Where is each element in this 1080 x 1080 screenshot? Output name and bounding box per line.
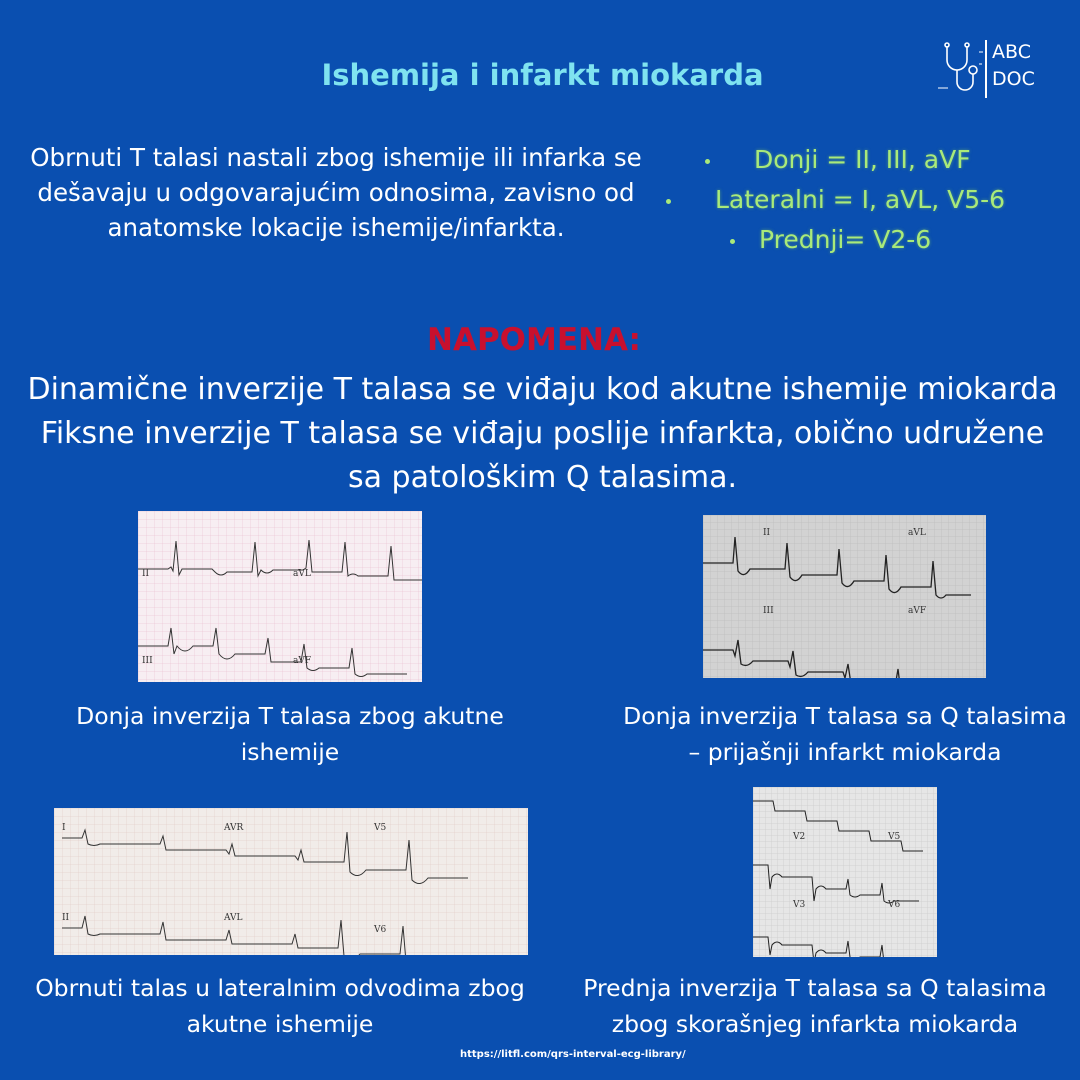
page-title: Ishemija i infarkt miokarda bbox=[321, 58, 764, 92]
ecg-caption-inferior-old-mi: Donja inverzija T talasa sa Q talasima – prijašnji infarkt miokarda bbox=[623, 702, 1067, 766]
ecg-caption-anterior-mi: Prednja inverzija T talasa sa Q talasima zbog skorašnjeg infarkta miokarda bbox=[583, 974, 1047, 1038]
ecg1-lead-label: III bbox=[142, 656, 153, 666]
lead-group-inferior-text: Donji = II, III, aVF bbox=[754, 145, 971, 174]
logo-text-abc: ABC bbox=[992, 41, 1031, 63]
ecg2-lead-label: aVF bbox=[908, 606, 927, 616]
bullet-icon bbox=[705, 159, 710, 164]
ecg4-lead-label: V3 bbox=[793, 900, 806, 910]
ecg2-lead-label: II bbox=[763, 528, 771, 538]
intro-text: Obrnuti T talasi nastali zbog ishemije ili infarka se dešavaju u odgovarajućim odnosima, zavisno od anatomske lokacije ishemije/infarkta. bbox=[30, 143, 642, 242]
ecg2-lead-label: aVL bbox=[908, 528, 926, 538]
ecg3-lead-label: I bbox=[62, 823, 66, 833]
ecg-inferior-old-mi-image bbox=[703, 515, 986, 678]
lead-group-lateral-text: Lateralni = I, aVL, V5-6 bbox=[715, 185, 1006, 214]
note-heading: NAPOMENA: bbox=[427, 322, 641, 358]
ecg4-lead-label: V6 bbox=[888, 900, 901, 910]
source-link[interactable]: https://litfl.com/qrs-interval-ecg-library/ bbox=[460, 1049, 686, 1060]
ecg3-lead-label: II bbox=[62, 913, 70, 923]
ecg1-lead-label: II bbox=[142, 569, 150, 579]
ecg4-lead-label: V2 bbox=[793, 832, 806, 842]
lead-group-inferior bbox=[705, 145, 971, 174]
ecg3-lead-label: AVL bbox=[224, 913, 243, 923]
ecg1-lead-label: aVF bbox=[293, 656, 312, 666]
note-line-fixed: Fiksne inverzije T talasa se viđaju poslije infarkta, obično udružene sa patološkim Q talasima. bbox=[40, 416, 1045, 495]
ecg-caption-lateral-ischemia: Obrnuti talas u lateralnim odvodima zbog akutne ishemije bbox=[35, 974, 525, 1038]
ecg3-lead-label: V5 bbox=[374, 823, 387, 833]
ecg-caption-inferior-ischemia: Donja inverzija T talasa zbog akutne ishemije bbox=[76, 702, 504, 766]
note-line-dynamic: Dinamične inverzije T talasa se viđaju kod akutne ishemije miokarda bbox=[27, 372, 1058, 407]
abc-doc-logo bbox=[935, 38, 1045, 100]
ecg3-lead-label: V6 bbox=[374, 925, 387, 935]
ecg2-lead-label: III bbox=[763, 606, 774, 616]
bullet-icon bbox=[666, 199, 671, 204]
stethoscope-icon bbox=[935, 38, 985, 100]
ecg-anterior-mi-image bbox=[753, 787, 937, 957]
bullet-icon bbox=[730, 239, 735, 244]
ecg3-lead-label: AVR bbox=[224, 823, 244, 833]
ecg4-lead-label: V5 bbox=[888, 832, 901, 842]
ecg-inferior-ischemia-image bbox=[138, 511, 422, 682]
ecg-lateral-ischemia-image bbox=[54, 808, 528, 955]
ecg1-lead-label: aVL bbox=[293, 569, 311, 579]
logo-text-doc: DOC bbox=[992, 68, 1035, 90]
note-body bbox=[0, 368, 1080, 500]
lead-group-anterior-text: Prednji= V2-6 bbox=[759, 225, 932, 254]
lead-group-lateral bbox=[666, 185, 1005, 214]
lead-group-anterior bbox=[730, 225, 931, 254]
